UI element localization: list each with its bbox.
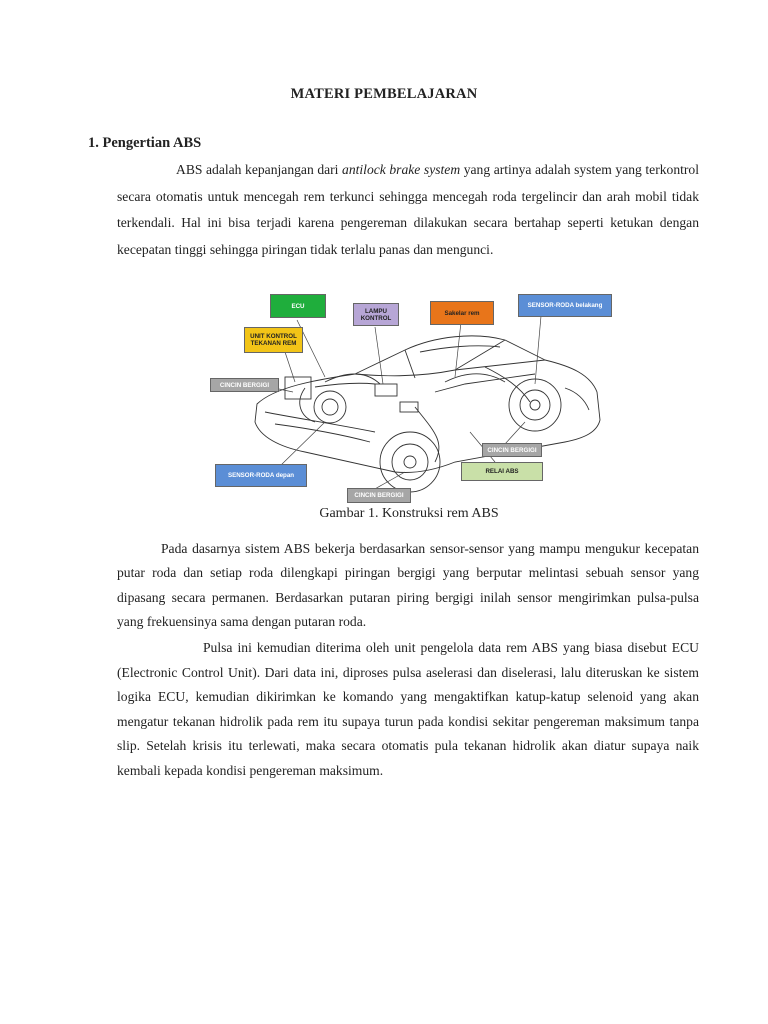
para3-text: Pulsa ini kemudian diterima oleh unit pengelola data rem ABS yang biasa disebut ECU (Electronic Control Unit). Dari data ini, diproses pulsa aselerasi dan diselerasi, lalu diteruskan ke sistem logika ECU, kemudian dikirimkan ke komando yang mengaktifkan katup-katup selenoid yang akan mengatur tekanan hidrolik pada rem itu supaya turun pada kondisi sekitar pengereman maksimum tanpa slip. Setelah krisis itu terlewati, maka secara otomatis pula tekanan hidrolik akan diatur supaya naik kembali kepada kondisi pengereman maksimum. bbox=[117, 640, 699, 778]
paragraph-abs-working bbox=[117, 537, 699, 635]
label-sakelar-rem: Sakelar rem bbox=[430, 301, 494, 325]
label-lampu-kontrol: LAMPU KONTROL bbox=[353, 303, 399, 326]
abs-construction-figure bbox=[205, 292, 615, 506]
label-cincin-bergigi-bawah: CINCIN BERGIGI bbox=[347, 488, 411, 503]
para1-lead: ABS adalah kepanjangan dari bbox=[176, 162, 343, 177]
para1-rest: yang artinya adalah system yang terkontrol secara otomatis untuk mencegah rem terkunci sehingga mencegah roda tergelincir dan arah mobil tidak terkendali. Hal ini bisa terjadi karena pengereman dilakukan secara bertahap seperti ketukan dengan kecepatan tinggi sehingga piringan tidak terlalu panas dan mengunci. bbox=[117, 162, 699, 257]
figure-caption: Gambar 1. Konstruksi rem ABS bbox=[319, 506, 499, 521]
label-ecu: ECU bbox=[270, 294, 326, 318]
label-sensor-roda-depan: SENSOR-RODA depan bbox=[215, 464, 307, 487]
paragraph-ecu bbox=[117, 636, 699, 784]
label-relai-abs: RELAI ABS bbox=[461, 462, 543, 481]
paragraph-abs-definition bbox=[117, 157, 699, 263]
label-unit-kontrol: UNIT KONTROL TEKANAN REM bbox=[244, 327, 303, 353]
label-cincin-bergigi-kiri: CINCIN BERGIGI bbox=[210, 378, 279, 392]
para1-emphasis: antilock brake system bbox=[342, 162, 461, 177]
label-cincin-bergigi-kanan: CINCIN BERGIGI bbox=[482, 443, 542, 457]
para2-text: Pada dasarnya sistem ABS bekerja berdasarkan sensor-sensor yang mampu mengukur kecepatan putar roda dan setiap roda dilengkapi piringan bergigi yang berputar melintasi sebuah sensor yang dipasang secara permanen. Berdasarkan putaran piring bergigi inilah sensor mengirimkan pulsa-pulsa yang frekuensinya sama dengan putaran roda. bbox=[117, 541, 699, 630]
page-title: MATERI PEMBELAJARAN bbox=[290, 86, 478, 102]
label-sensor-roda-belakang: SENSOR-RODA belakang bbox=[518, 294, 612, 317]
section-heading: 1. Pengertian ABS bbox=[88, 135, 202, 151]
